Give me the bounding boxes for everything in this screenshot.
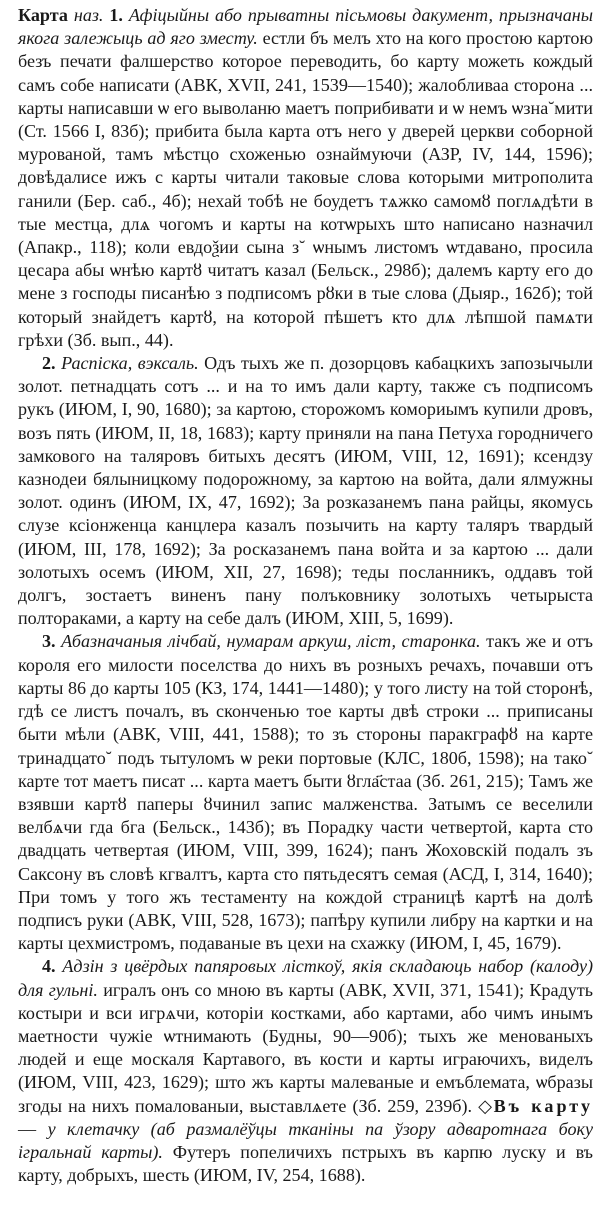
sense-number: 1. xyxy=(109,5,123,25)
sense-1 xyxy=(18,4,593,352)
sense-number: 2. xyxy=(42,353,56,374)
sense-number: 3. xyxy=(42,631,56,652)
sense-definition: Адзін з цвёрдых папяровых лісткоў, якія складаюць набор (калоду) для гульні. xyxy=(18,956,593,1000)
sense-number: 4. xyxy=(42,956,56,977)
sense-citations: Одъ тыхъ же п. дозорцовъ кабацкихъ запозычыли золот. петнадцать сотъ ... и на то имъ дали карту, также съ подписомъ рукъ (ИЮМ, I, 90, 1680); за картою, сторожомъ комориымъ купили дровъ, возъ пять (ИЮМ, II, 18, 1683); карту приняли на пана Петуха городничего замкового на таляровъ битыхъ десятъ (ИЮМ, VIII, 12, 1691); ксендзу казнодеи бялыницкому подорожному, за картою на войта, дали ялмужны золот. одинъ (ИЮМ, IX, 47, 1692); За розказанемъ пана райцы, якомусь слузе ксіонженца канцлера казалъ позычить на карту таляръ твардый (ИЮМ, III, 178, 1692); За росказанемъ пана войта и за картою ... дали золотыхъ осемъ (ИЮМ, XII, 27, 1698); теды посланникъ, оддавъ той долгъ, зостаетъ виненъ пану полъковнику золотыхъ четырыста полтораками, а карту на себе далъ (ИЮМ, XIII, 5, 1699). xyxy=(18,353,593,629)
dash: — xyxy=(18,1118,37,1139)
sense-definition: Абазначаныя лічбай, нумарам аркуш, ліст, старонка. xyxy=(61,631,481,652)
sense-citations: естли бъ мелъ хто на кого простою картою безъ печати фалшерство которое переводить, бо карту можеть кождый самъ собе написати (АВК, XVII, 241, 1539—1540); жалобливаа сторона ... карты написавши ѡ его выволаню маетъ поприбивати и ѡ немъ ѡзна˘мити (Ст. 1566 I, 83б); прибита была карта отъ него у дверей церкви соборной мурованой, тамъ мѣстцо схоженью ознаймуючи (АЗР, IV, 144, 1596); довѣдалисе ижъ с карты читали таковые слова которыми митрополита ганили (Бер. саб., 4б); нехай тобѣ не боудетъ тѧжко самомȣ поглѧдѣти в тые местца, длѧ чогомъ и карты на котѡрыхъ што написано назначил (Апакр., 118); коли евдоѯии сына з˘ ѡнымъ листомъ ѡтдавано, просила цесара абы ѡнѣю картȣ читатъ казал (Бельск., 298б); далемъ карту его до мене з господы писанѣю з подписомъ рȣки в тые слова (Дыяр., 162б); той который знайдетъ картȣ, на которой пѣшетъ кто длѧ лѣпшой памѧти грѣхи (Зб. вып., 44). xyxy=(18,28,593,350)
subheadword: Въ карту xyxy=(493,1095,593,1116)
subsense-citations: Футеръ попеличихъ пстрыхъ въ карпю лускy и въ карту, добрыхъ, шесть (ИЮМ, IV, 254, 1688). xyxy=(18,1141,594,1186)
sense-2 xyxy=(18,352,593,630)
sense-definition: Афіцыйны або прыватны пісьмовы дакумент, прызначаны якога залежыць ад яго зместу. xyxy=(18,5,594,49)
sense-citations: такъ же и отъ короля его милости поселства до нихъ въ розныхъ речахъ, почавши отъ карты 86 до карты 105 (КЗ, 174, 1441—1480); у того листу на той сторонѣ, гдѣ се листъ почалъ, въ сконченью тое карты двѣ строки ... приписаны быти мѣли (АВК, VIII, 441, 1588); то зъ стороны паракграфȣ на карте тринадцато˘ подъ тытуломъ ѡ реки портовые (КЛС, 180б, 1598); на тако˘ карте тот маетъ писат ... карта маетъ быти ȣгла҃стаа (Зб. 261, 215); Тамъ же взявши картȣ паперы ȣчинил запис малженства. Затымъ се веселили велбѧчи гда бга (Бельск., 143б); въ Порадку части четвертой, карта сто двадцать четвертая (ИЮМ, VIII, 399, 1624); панъ Жоховскій подалъ зъ Саксону въ словѣ кгвалтъ, карта сто пятьдесятъ семая (АСД, I, 314, 1640); При томъ у того жъ тестаменту на кождой страницѣ картѣ на долѣ подписъ руки (АВК, VIII, 528, 1673); папѣру купили либру на картки и на карты цехмистромъ, подаваные въ цехи на схажку (ИЮМ, I, 45, 1679). xyxy=(18,631,593,954)
headword: Карта xyxy=(18,5,68,25)
diamond-icon: ◇ xyxy=(478,1095,494,1116)
part-of-speech: наз. xyxy=(73,5,104,25)
sense-4 xyxy=(18,955,593,1187)
subsense-definition: у клетачку (аб размалёўцы тканіны па ўзору адваротнага боку ігральнай карты). xyxy=(18,1118,594,1162)
sense-definition: Распіска, вэксаль. xyxy=(61,353,199,374)
sense-3 xyxy=(18,630,593,955)
sense-citations: игралъ онъ со мною въ карты (АВК, XVII, 371, 1541); Крадуть костыри и вси игрѧчи, которіи костками, або картами, або чимъ инымъ маетности чужіе ѡтнимають (Будны, 90—90б); тыхъ же менованыхъ людей и еще москаля Картавого, въ кости и карты играючихъ, виделъ (ИЮМ, VIII, 423, 1629); што жъ карты малеваные и емъблемата, ѡбразы згоды на нихъ помалованыи, выставлѧете (Зб. 259, 239б). xyxy=(18,979,593,1116)
